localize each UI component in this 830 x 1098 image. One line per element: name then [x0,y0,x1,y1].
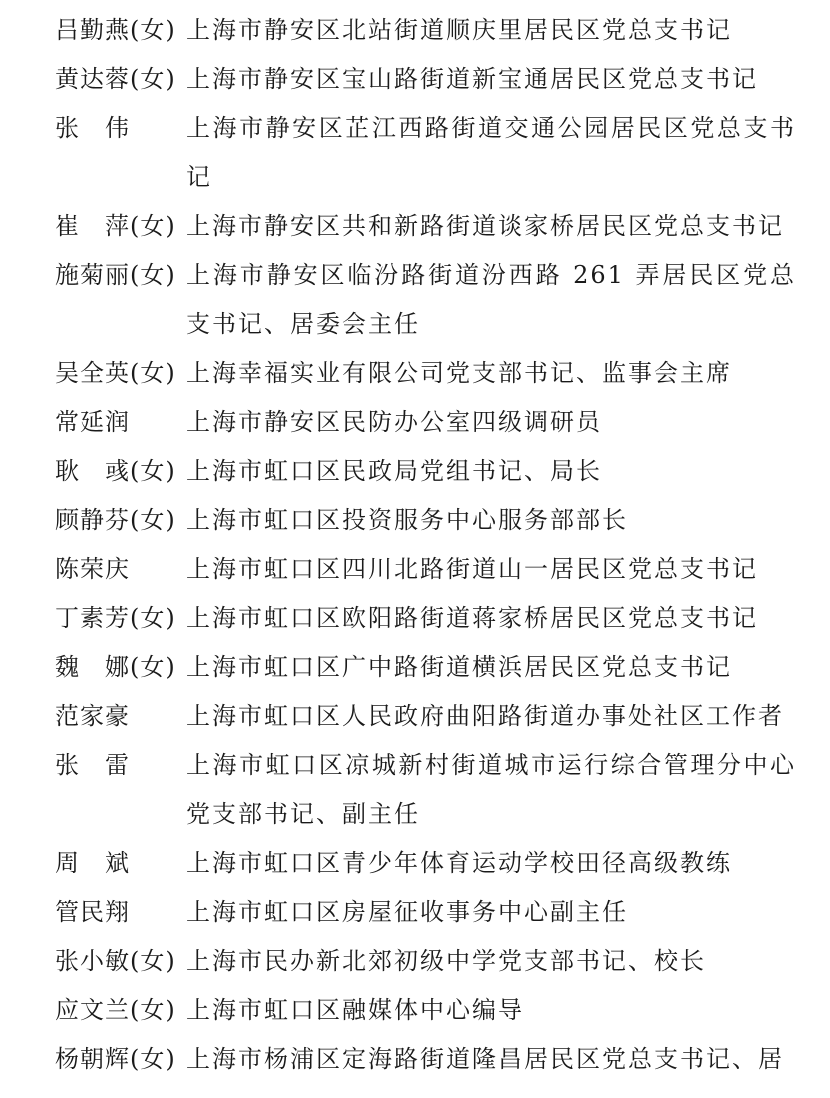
person-title: 上海市静安区临汾路街道汾西路 261 弄居民区党总支书记、居委会主任 [186,261,796,338]
person-name: 陈荣庆 [55,555,130,583]
person-name: 杨朝辉(女) [55,1045,176,1073]
person-name: 吴全英(女) [55,359,176,387]
person-name: 周 斌 [55,849,130,877]
person-title: 上海市静安区共和新路街道谈家桥居民区党总支书记 [186,212,784,240]
person-name: 常延润 [55,408,130,436]
person-title: 上海幸福实业有限公司党支部书记、监事会主席 [186,359,732,387]
person-name: 崔 萍(女) [55,212,176,240]
person-name: 耿 彧(女) [55,457,176,485]
person-name: 管民翔 [55,898,130,926]
person-title: 上海市虹口区房屋征收事务中心副主任 [186,898,628,926]
person-name: 吕勤燕(女) [55,16,176,44]
person-title: 上海市静安区芷江西路街道交通公园居民区党总支书记 [186,114,796,191]
person-name: 魏 娜(女) [55,653,176,681]
person-title: 上海市静安区宝山路街道新宝通居民区党总支书记 [186,65,758,93]
person-name: 丁素芳(女) [55,604,176,632]
person-name: 张小敏(女) [55,947,176,975]
person-title: 上海市民办新北郊初级中学党支部书记、校长 [186,947,706,975]
person-title: 上海市虹口区投资服务中心服务部部长 [186,506,628,534]
person-name: 张 伟 [55,114,130,142]
person-title: 上海市虹口区凉城新村街道城市运行综合管理分中心党支部书记、副主任 [186,751,796,828]
person-title: 上海市虹口区融媒体中心编导 [186,996,524,1024]
person-name: 应文兰(女) [55,996,176,1024]
person-name: 施菊丽(女) [55,261,176,289]
person-name: 范家豪 [55,702,130,730]
person-name: 黄达蓉(女) [55,65,176,93]
person-title: 上海市虹口区欧阳路街道蒋家桥居民区党总支书记 [186,604,758,632]
person-title: 上海市虹口区民政局党组书记、局长 [186,457,602,485]
person-title: 上海市虹口区人民政府曲阳路街道办事处社区工作者 [186,702,784,730]
person-title: 上海市杨浦区定海路街道隆昌居民区党总支书记、居 [186,1045,784,1073]
person-title: 上海市虹口区广中路街道横浜居民区党总支书记 [186,653,732,681]
person-title: 上海市静安区北站街道顺庆里居民区党总支书记 [186,16,732,44]
person-title: 上海市静安区民防办公室四级调研员 [186,408,602,436]
person-name: 顾静芬(女) [55,506,176,534]
person-title: 上海市虹口区四川北路街道山一居民区党总支书记 [186,555,758,583]
person-name: 张 雷 [55,751,130,779]
person-title: 上海市虹口区青少年体育运动学校田径高级教练 [186,849,732,877]
